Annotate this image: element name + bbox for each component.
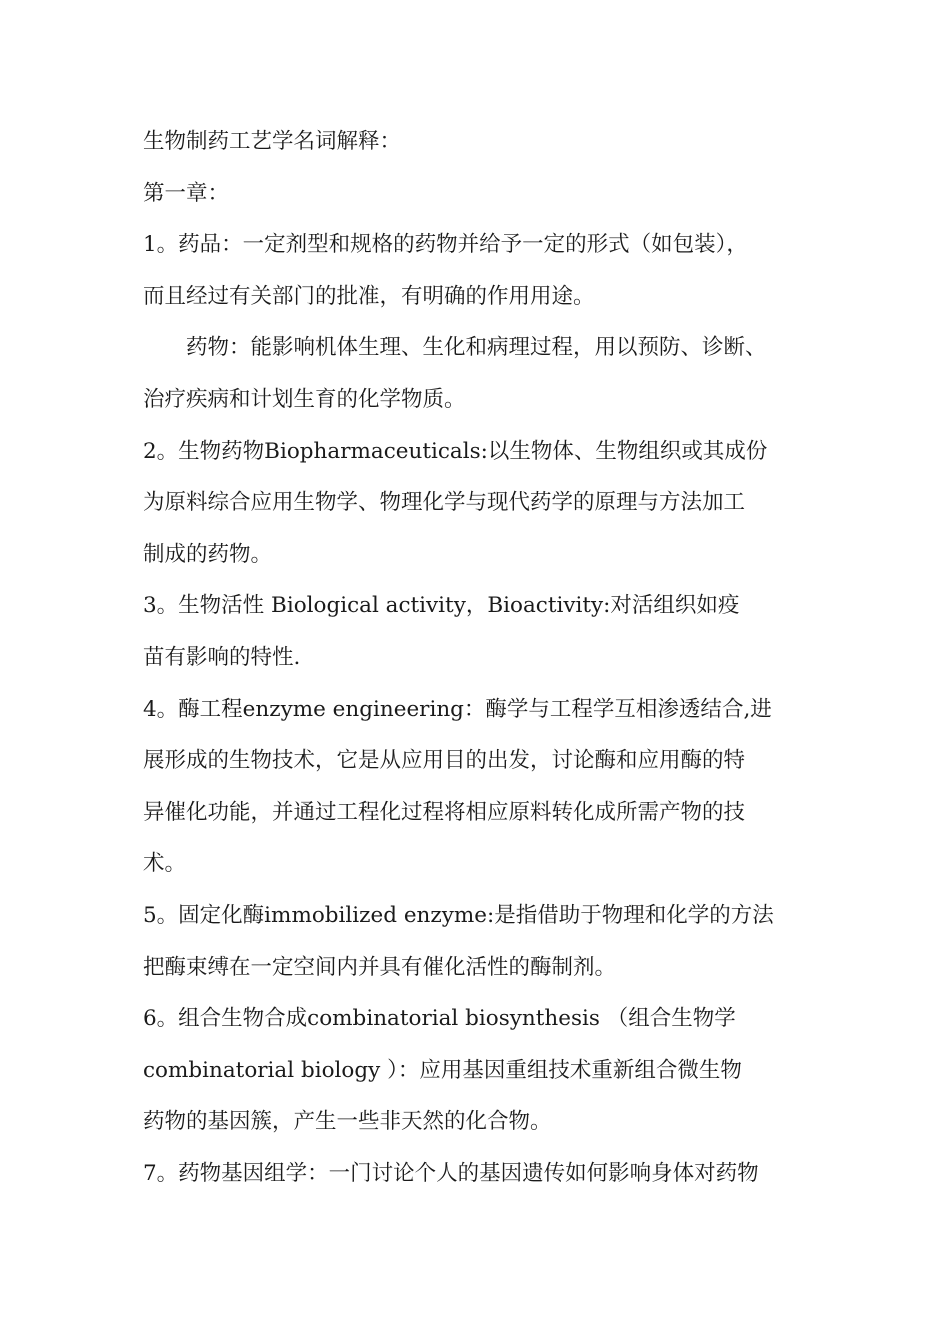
text-line: combinatorial biology ）：应用基因重组技术重新组合微生物	[143, 1057, 742, 1083]
text-line: 7。药物基因组学：一门讨论个人的基因遗传如何影响身体对药物	[143, 1160, 759, 1186]
text-line: 把酶束缚在一定空间内并具有催化活性的酶制剂。	[143, 954, 617, 980]
text-line: 2。生物药物Biopharmaceuticals:以生物体、生物组织或其成份	[143, 438, 768, 464]
document-title: 生物制药工艺学名词解释：	[143, 129, 402, 154]
text-line: 药物的基因簇，产生一些非天然的化合物。	[143, 1109, 552, 1135]
text-line: 3。生物活性 Biological activity，Bioactivity:对活组织如疫	[143, 593, 740, 619]
text-line: 治疗疾病和计划生育的化学物质。	[143, 386, 466, 412]
text-line: 术。	[143, 851, 187, 877]
text-line: 苗有影响的特性.	[143, 644, 301, 670]
text-line: 5。固定化酶immobilized enzyme:是指借助于物理和化学的方法	[143, 902, 774, 928]
text-line: 1。药品：一定剂型和规格的药物并给予一定的形式（如包装），	[143, 232, 748, 258]
text-line: 异催化功能，并通过工程化过程将相应原料转化成所需产物的技	[143, 799, 746, 825]
document-body	[143, 116, 815, 1199]
chapter-heading: 第一章：	[143, 180, 230, 206]
text-line: 而且经过有关部门的批准，有明确的作用用途。	[143, 283, 595, 309]
text-line: 4。酶工程enzyme engineering：酶学与工程学互相渗透结合,进	[143, 696, 772, 722]
text-line: 药物：能影响机体生理、生化和病理过程，用以预防、诊断、	[143, 335, 767, 361]
text-line: 6。组合生物合成combinatorial biosynthesis （组合生物学	[143, 1006, 736, 1032]
text-line: 展形成的生物技术，它是从应用目的出发，讨论酶和应用酶的特	[143, 748, 746, 774]
text-line: 制成的药物。	[143, 541, 273, 567]
text-line: 为原料综合应用生物学、物理化学与现代药学的原理与方法加工	[143, 490, 746, 516]
